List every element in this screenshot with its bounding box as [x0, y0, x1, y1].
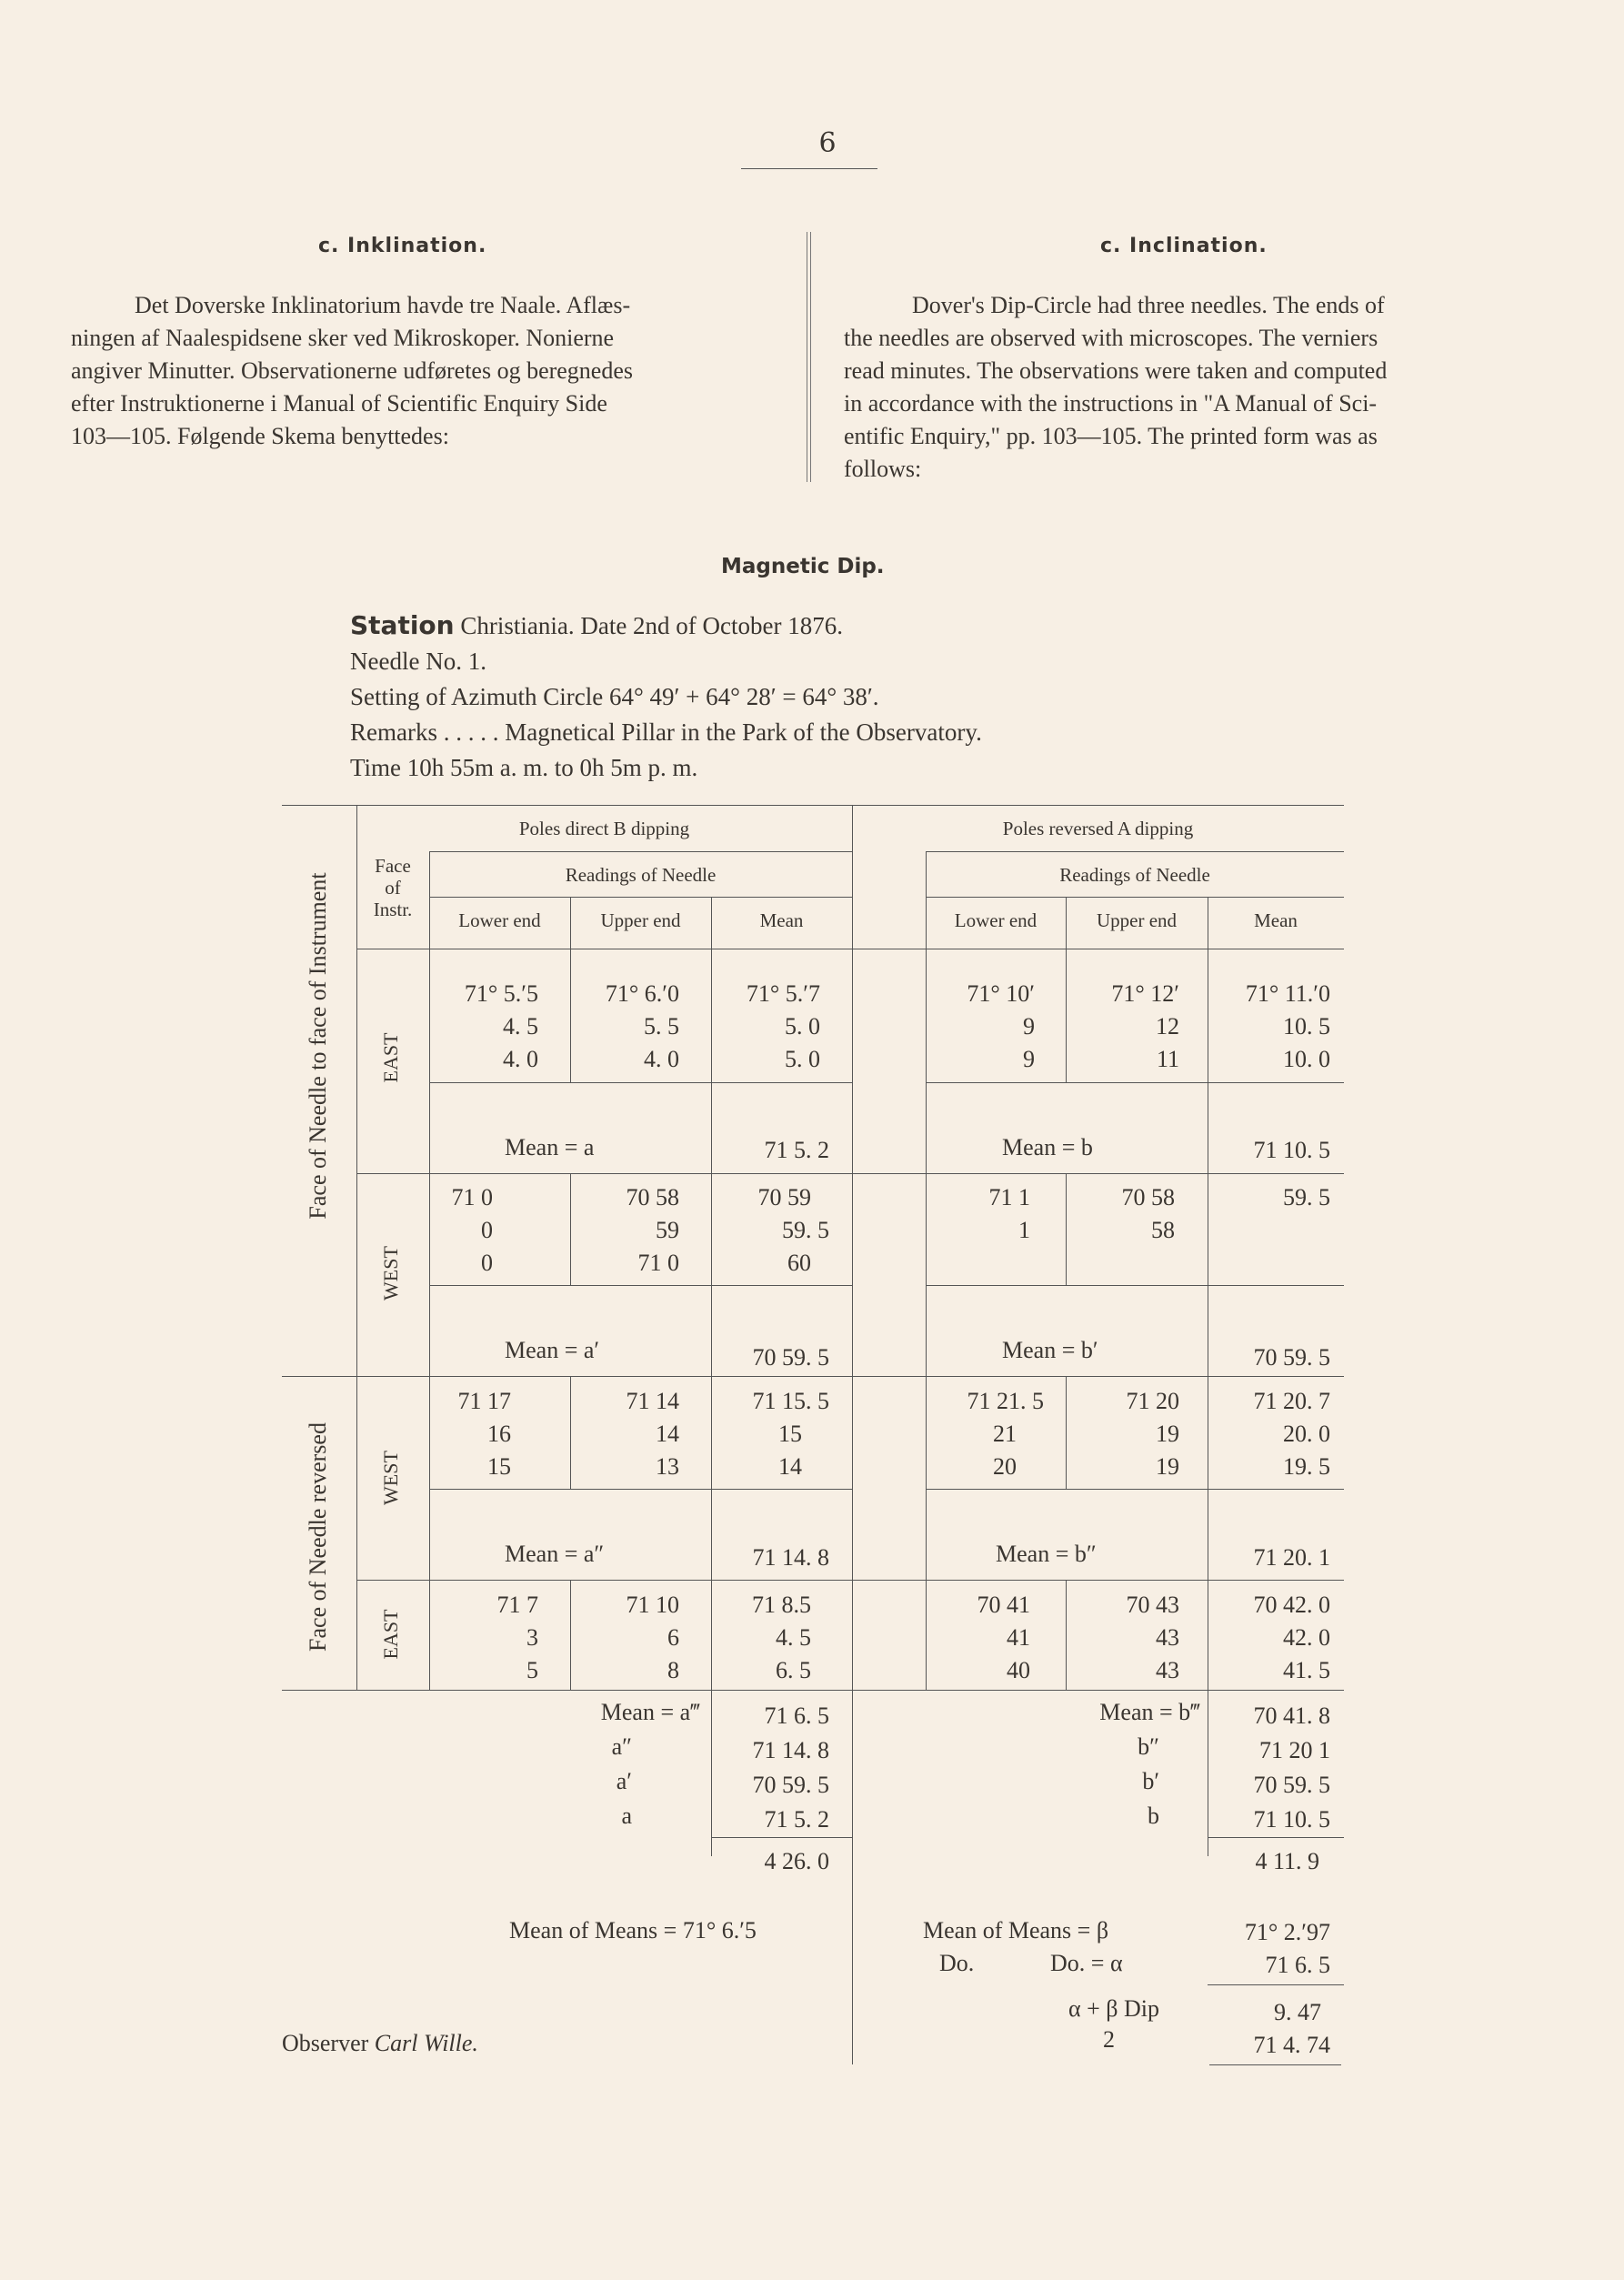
rule	[926, 1285, 1344, 1286]
rule	[711, 1837, 852, 1838]
cell: 20	[993, 1453, 1017, 1480]
left-line: ningen af Naalespidsene sker ved Mikroskoper. Nonierne	[71, 325, 615, 351]
summary-value: 71 20 1	[1259, 1737, 1330, 1763]
cell: 59	[656, 1217, 679, 1243]
cell: 4. 5	[776, 1624, 811, 1651]
cell: 71 8.5	[752, 1592, 811, 1618]
rule	[429, 1285, 852, 1286]
face-of-instr-line: of	[385, 877, 401, 899]
cell: 40	[1007, 1657, 1030, 1683]
face-of-instr-line: Instr.	[373, 899, 413, 920]
summary-value: 71 10. 5	[1253, 1806, 1330, 1833]
summary-value: 71 6. 5	[764, 1702, 829, 1729]
right-line: in accordance with the instructions in "A Manual of Sci-	[844, 390, 1378, 417]
cell: 0	[481, 1250, 493, 1276]
summary-label: a	[621, 1803, 632, 1829]
cell: 43	[1156, 1624, 1179, 1651]
cell: 10. 0	[1283, 1046, 1330, 1072]
rule	[356, 1580, 1344, 1581]
cell: 70 42. 0	[1253, 1592, 1330, 1618]
cell: 71 0	[451, 1184, 493, 1210]
rule	[1208, 1984, 1344, 1985]
summary-label: Mean = a‴	[600, 1699, 700, 1725]
station-label: Station	[350, 610, 455, 640]
cell: 70 59	[757, 1184, 811, 1210]
cell: 4. 0	[503, 1046, 538, 1072]
setting-line: Setting of Azimuth Circle 64° 49′ + 64° 28′ = 64° 38′.	[350, 683, 879, 710]
cell: 60	[787, 1250, 811, 1276]
cell: 9	[1023, 1013, 1035, 1040]
header-right: Poles reversed A dipping	[1002, 818, 1194, 839]
rule	[356, 805, 357, 1690]
readings-right: Readings of Needle	[1059, 864, 1210, 886]
cell: 1	[1018, 1217, 1030, 1243]
cell: 6. 5	[776, 1657, 811, 1683]
mean-value: 71 20. 1	[1253, 1544, 1330, 1571]
dip-value-1: 9. 47	[1274, 1999, 1321, 2025]
needle-line: Needle No. 1.	[350, 648, 486, 675]
observer-label: Observer	[282, 2030, 369, 2056]
cell: 19	[1156, 1453, 1179, 1480]
rule	[356, 1173, 1344, 1174]
readings-left: Readings of Needle	[565, 864, 717, 886]
summary-label: b′	[1142, 1768, 1159, 1794]
left-heading: c. Inklination.	[318, 235, 487, 257]
do-label-2: Do. = α	[1050, 1950, 1123, 1976]
cell: 71 15. 5	[752, 1388, 829, 1414]
time-line: Time 10h 55m a. m. to 0h 5m p. m.	[350, 754, 698, 781]
cell: 71° 5.′7	[746, 980, 820, 1007]
cell: 71° 12′	[1111, 980, 1179, 1007]
rule	[926, 1489, 1344, 1490]
summary-value: 70 59. 5	[752, 1772, 829, 1798]
side-label-bottom: Face of Needle reversed	[305, 1422, 331, 1652]
mean-of-means-left: Mean of Means = 71° 6.′5	[509, 1917, 757, 1944]
cell: 19	[1156, 1421, 1179, 1447]
cell: 71 0	[637, 1250, 679, 1276]
rule	[429, 1489, 852, 1490]
summary-value: 70 41. 8	[1253, 1702, 1330, 1729]
face-of-instr-line: Face	[375, 855, 411, 877]
cell: 71 14	[626, 1388, 679, 1414]
dip-label: α + β Dip	[1068, 1995, 1160, 2022]
remarks-line: Remarks . . . . . Magnetical Pillar in the Park of the Observatory.	[350, 718, 982, 746]
cell: 71 10	[626, 1592, 679, 1618]
mean-value: 70 59. 5	[752, 1344, 829, 1371]
cell: 5. 0	[785, 1013, 820, 1040]
face-of-instr	[356, 855, 429, 920]
summary-label: a″	[611, 1733, 632, 1760]
cell: 71 20. 7	[1253, 1388, 1330, 1414]
sum-right: 4 11. 9	[1255, 1848, 1319, 1874]
rule	[1208, 1837, 1344, 1838]
cell: 71° 11.′0	[1245, 980, 1330, 1007]
col-lower-right: Lower end	[954, 909, 1038, 931]
mean-label: Mean = a′	[505, 1337, 600, 1363]
cell: 41. 5	[1283, 1657, 1330, 1683]
cell: 5. 5	[644, 1013, 679, 1040]
cell: 16	[487, 1421, 511, 1447]
mean-label: Mean = b″	[996, 1541, 1097, 1567]
cell: 11	[1156, 1046, 1179, 1072]
cell: 4. 0	[644, 1046, 679, 1072]
cell: 70 58	[1121, 1184, 1175, 1210]
station-value: Christiania. Date 2nd of October 1876.	[460, 612, 844, 639]
cell: 9	[1023, 1046, 1035, 1072]
rule	[429, 897, 852, 898]
do-label: Do.	[939, 1950, 975, 1976]
cell: 41	[1007, 1624, 1030, 1651]
dip-divisor: 2	[1103, 2026, 1115, 2053]
left-line: 103—105. Følgende Skema benyttedes:	[71, 423, 449, 449]
page-number: 6	[818, 127, 837, 159]
cell: 70 43	[1126, 1592, 1179, 1618]
cell: 71 1	[988, 1184, 1030, 1210]
dip-value-2: 71 4. 74	[1253, 2032, 1330, 2058]
summary-label: a′	[616, 1768, 632, 1794]
cell: 58	[1151, 1217, 1175, 1243]
cell: 12	[1156, 1013, 1179, 1040]
left-line: efter Instruktionerne i Manual of Scientific Enquiry Side	[71, 390, 607, 417]
center-rule	[852, 805, 853, 2064]
cell: 71 20	[1126, 1388, 1179, 1414]
cell: 15	[487, 1453, 511, 1480]
cell: 14	[656, 1421, 679, 1447]
header-left: Poles direct B dipping	[518, 818, 690, 839]
col-upper-left: Upper end	[600, 909, 681, 931]
cell: 71° 10′	[967, 980, 1035, 1007]
mean-label: Mean = a″	[505, 1541, 605, 1567]
col-upper-right: Upper end	[1096, 909, 1178, 931]
mean-of-means-right-value: 71° 2.′97	[1244, 1919, 1330, 1945]
cell: 70 41	[977, 1592, 1030, 1618]
summary-value: 71 5. 2	[764, 1806, 829, 1833]
cell: 6	[667, 1624, 679, 1651]
right-line: Dover's Dip-Circle had three needles. The ends of	[912, 292, 1385, 318]
cell: 15	[778, 1421, 802, 1447]
mean-value: 71 5. 2	[764, 1137, 829, 1163]
cell: 71° 5.′5	[464, 980, 538, 1007]
right-heading: c. Inclination.	[1100, 235, 1268, 257]
observer-name: Carl Wille.	[374, 2030, 478, 2056]
rule	[282, 1376, 1344, 1377]
mean-label: Mean = a	[505, 1134, 595, 1160]
right-line: the needles are observed with microscopes. The verniers	[844, 325, 1378, 351]
summary-value: 71 14. 8	[752, 1737, 829, 1763]
mean-value: 71 14. 8	[752, 1544, 829, 1571]
cell: 4. 5	[503, 1013, 538, 1040]
rule	[926, 851, 1344, 852]
right-line: read minutes. The observations were taken and computed	[844, 357, 1388, 384]
table-top-rule	[282, 805, 1344, 806]
face-east-2: EAST	[379, 1609, 402, 1660]
left-line: Det Doverske Inklinatorium havde tre Naale. Aflæs-	[135, 292, 631, 318]
rule	[926, 897, 1344, 898]
summary-label: b	[1148, 1803, 1159, 1829]
cell: 13	[656, 1453, 679, 1480]
sum-left: 4 26. 0	[764, 1848, 829, 1874]
summary-label: b″	[1138, 1733, 1159, 1760]
cell: 19. 5	[1283, 1453, 1330, 1480]
cell: 5	[526, 1657, 538, 1683]
cell: 71 21. 5	[967, 1388, 1044, 1414]
cell: 71 7	[496, 1592, 538, 1618]
rule	[1209, 2064, 1341, 2065]
rule	[926, 851, 927, 1690]
cell: 43	[1156, 1657, 1179, 1683]
col-mean-left: Mean	[759, 909, 804, 931]
cell: 5. 0	[785, 1046, 820, 1072]
summary-label: Mean = b‴	[1099, 1699, 1200, 1725]
do-value: 71 6. 5	[1265, 1952, 1330, 1978]
rule	[429, 851, 852, 852]
cell: 8	[667, 1657, 679, 1683]
summary-value: 70 59. 5	[1253, 1772, 1330, 1798]
rule	[926, 1082, 1344, 1083]
cell: 14	[778, 1453, 802, 1480]
mean-value: 71 10. 5	[1253, 1137, 1330, 1163]
cell: 10. 5	[1283, 1013, 1330, 1040]
face-west-2: WEST	[379, 1451, 402, 1505]
side-label-top: Face of Needle to face of Instrument	[305, 872, 331, 1220]
cell: 59. 5	[1283, 1184, 1330, 1210]
mean-of-means-right-label: Mean of Means = β	[923, 1917, 1109, 1944]
col-lower-left: Lower end	[458, 909, 541, 931]
rule	[429, 1082, 852, 1083]
face-west-1: WEST	[379, 1246, 402, 1301]
face-east-1: EAST	[379, 1032, 402, 1083]
left-line: angiver Minutter. Observationerne udføretes og beregnedes	[71, 357, 634, 384]
mean-label: Mean = b	[1002, 1134, 1093, 1160]
cell: 21	[993, 1421, 1017, 1447]
observer	[282, 2030, 478, 2057]
mean-label: Mean = b′	[1002, 1337, 1098, 1363]
cell: 71 17	[457, 1388, 511, 1414]
right-line: follows:	[844, 456, 922, 482]
right-line: entific Enquiry," pp. 103—105. The printed form was as	[844, 423, 1378, 449]
mean-value: 70 59. 5	[1253, 1344, 1330, 1371]
cell: 20. 0	[1283, 1421, 1330, 1447]
cell: 3	[526, 1624, 538, 1651]
cell: 0	[481, 1217, 493, 1243]
cell: 59. 5	[782, 1217, 829, 1243]
cell: 42. 0	[1283, 1624, 1330, 1651]
cell: 71° 6.′0	[605, 980, 679, 1007]
cell: 70 58	[626, 1184, 679, 1210]
rule	[282, 1690, 1344, 1691]
col-mean-right: Mean	[1254, 909, 1298, 931]
form-title: Magnetic Dip.	[721, 555, 885, 578]
